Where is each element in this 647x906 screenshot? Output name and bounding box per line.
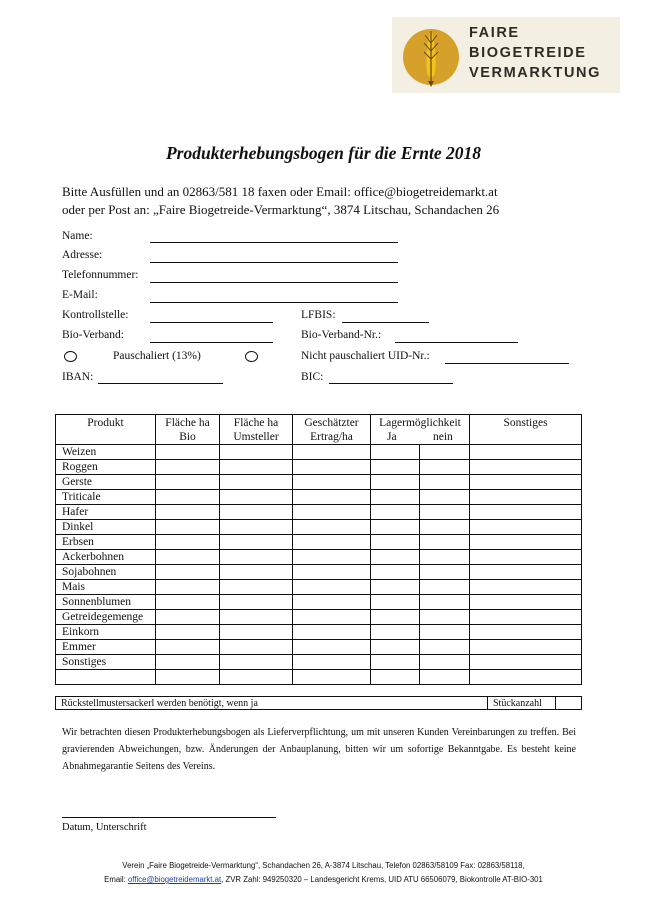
table-row [56,505,582,520]
flaeche-bio-cell[interactable] [156,655,220,670]
lfbis-field[interactable] [342,322,429,323]
sonstiges-cell[interactable] [470,565,582,580]
lager-nein-cell[interactable] [420,580,470,595]
product-name-cell: Sojabohnen [56,565,156,580]
lager-ja-cell[interactable] [371,490,420,505]
table-row [56,640,582,655]
grain-logo-icon [398,21,464,89]
table-row [56,625,582,640]
lager-nein-cell[interactable] [420,535,470,550]
lager-nein-cell[interactable] [420,565,470,580]
flaeche-bio-cell[interactable] [156,445,220,460]
ertrag-cell[interactable] [293,625,371,640]
sonstiges-cell[interactable] [470,595,582,610]
footer-line-2 [0,875,647,884]
header-flaeche-umsteller: Fläche ha Umsteller [220,415,293,445]
sonstiges-cell[interactable] [470,475,582,490]
table-header-row [56,415,582,445]
product-name-cell: Einkorn [56,625,156,640]
email-field[interactable] [150,302,398,303]
sonstiges-cell[interactable] [470,625,582,640]
product-name-cell: Triticale [56,490,156,505]
product-name-cell [56,670,156,685]
bioverband-nr-label: Bio-Verband-Nr.: [301,329,382,341]
flaeche-umsteller-cell[interactable] [220,490,293,505]
name-label: Name: [62,230,93,242]
lager-ja-cell[interactable] [371,640,420,655]
bioverband-nr-field[interactable] [395,342,518,343]
flaeche-umsteller-cell[interactable] [220,460,293,475]
ertrag-cell[interactable] [293,475,371,490]
lager-ja-cell[interactable] [371,565,420,580]
sonstiges-cell[interactable] [470,535,582,550]
flaeche-umsteller-cell[interactable] [220,475,293,490]
lager-ja-cell[interactable] [371,520,420,535]
header-lager: Lagermöglichkeit Ja nein [371,415,470,445]
disclaimer-text: Wir betrachten diesen Produkterhebungsbogen als Lieferverpflichtung, um mit unseren Kunden Vereinbarungen zu treffen. Bei gravierenden Abweichungen, bzw. Änderungen der Anbauplanung, bitten wir um sofortige Bekanntgabe. Es besteht keine Abnahmegarantie Seitens des Vereins. [62,727,576,772]
product-name-cell: Erbsen [56,535,156,550]
sonstiges-cell[interactable] [470,490,582,505]
flaeche-umsteller-cell[interactable] [220,535,293,550]
sonstiges-cell[interactable] [470,550,582,565]
flaeche-umsteller-cell[interactable] [220,550,293,565]
lager-nein-cell[interactable] [420,640,470,655]
lager-ja-cell[interactable] [371,625,420,640]
lager-nein-cell[interactable] [420,670,470,685]
ertrag-cell[interactable] [293,580,371,595]
table-row [56,580,582,595]
sonstiges-cell[interactable] [470,460,582,475]
kontrollstelle-field[interactable] [150,322,273,323]
adresse-field[interactable] [150,262,398,263]
flaeche-umsteller-cell[interactable] [220,625,293,640]
header-sonstiges: Sonstiges [470,415,582,445]
product-name-cell: Weizen [56,445,156,460]
lfbis-label: LFBIS: [301,309,336,321]
email-label: E-Mail: [62,289,98,301]
ertrag-cell[interactable] [293,595,371,610]
bic-label: BIC: [301,371,324,383]
table-row [56,550,582,565]
ertrag-cell[interactable] [293,640,371,655]
header-produkt: Produkt [56,415,156,445]
header-ja: Ja [387,431,397,443]
lager-ja-cell[interactable] [371,655,420,670]
logo-text-line3: VERMARKTUNG [469,65,601,81]
ertrag-cell[interactable] [293,505,371,520]
lager-nein-cell[interactable] [420,655,470,670]
uid-field[interactable] [445,363,569,364]
lager-nein-cell[interactable] [420,625,470,640]
lager-ja-cell[interactable] [371,475,420,490]
table-row [56,475,582,490]
product-name-cell: Mais [56,580,156,595]
logo-text-line1: FAIRE [469,25,520,41]
sample-label: Rückstellmustersackerl werden benötigt, wenn ja [56,697,488,710]
table-row [56,565,582,580]
lager-ja-cell[interactable] [371,595,420,610]
sonstiges-cell[interactable] [470,520,582,535]
footer-email-prefix: Email: [104,875,128,884]
lager-nein-cell[interactable] [420,505,470,520]
table-row [56,460,582,475]
lager-ja-cell[interactable] [371,670,420,685]
product-name-cell: Ackerbohnen [56,550,156,565]
sonstiges-cell[interactable] [470,445,582,460]
lager-nein-cell[interactable] [420,490,470,505]
ertrag-cell[interactable] [293,535,371,550]
lager-nein-cell[interactable] [420,595,470,610]
logo [392,17,620,93]
sonstiges-cell[interactable] [470,505,582,520]
sonstiges-cell[interactable] [470,655,582,670]
lager-nein-cell[interactable] [420,550,470,565]
ertrag-cell[interactable] [293,670,371,685]
flaeche-umsteller-cell[interactable] [220,565,293,580]
flaeche-umsteller-cell[interactable] [220,505,293,520]
lager-nein-cell[interactable] [420,445,470,460]
product-name-cell: Dinkel [56,520,156,535]
pauschaliert-radio[interactable] [64,351,77,362]
flaeche-bio-cell[interactable] [156,520,220,535]
flaeche-umsteller-cell[interactable] [220,580,293,595]
page-title: Produkterhebungsbogen für die Ernte 2018 [165,143,482,163]
iban-field[interactable] [98,383,223,384]
flaeche-bio-cell[interactable] [156,670,220,685]
kontrollstelle-label: Kontrollstelle: [62,309,129,321]
flaeche-umsteller-cell[interactable] [220,655,293,670]
flaeche-bio-cell[interactable] [156,475,220,490]
ertrag-cell[interactable] [293,445,371,460]
table-row [56,595,582,610]
table-row [56,610,582,625]
flaeche-umsteller-cell[interactable] [220,670,293,685]
header-ertrag: Geschätzter Ertrag/ha [293,415,371,445]
lager-nein-cell[interactable] [420,520,470,535]
product-name-cell: Emmer [56,640,156,655]
flaeche-umsteller-cell[interactable] [220,595,293,610]
ertrag-cell[interactable] [293,610,371,625]
footer-line-1: Verein „Faire Biogetreide-Vermarktung“, Schandachen 26, A-3874 Litschau, Telefon 02863/58109 Fax: 02863/58118, [122,861,525,870]
footer-email-link[interactable]: office@biogetreidemarkt.at [127,875,222,884]
flaeche-umsteller-cell[interactable] [220,610,293,625]
lager-ja-cell[interactable] [371,460,420,475]
table-row [56,670,582,685]
table-row [56,445,582,460]
sonstiges-cell[interactable] [470,640,582,655]
pauschaliert-label: Pauschaliert (13%) [113,350,201,362]
lager-nein-cell[interactable] [420,475,470,490]
lager-nein-cell[interactable] [420,460,470,475]
table-row [56,655,582,670]
telefon-label: Telefonnummer: [62,269,139,281]
flaeche-bio-cell[interactable] [156,610,220,625]
flaeche-bio-cell[interactable] [156,535,220,550]
header-flaeche-bio: Fläche ha Bio [156,415,220,445]
adresse-label: Adresse: [62,249,103,261]
footer-line-2-rest: , ZVR Zahl: 949250320 – Landesgericht Krems, UID ATU 66506079, Biokontrolle AT-BIO-301 [221,875,543,884]
lager-ja-cell[interactable] [371,505,420,520]
lager-ja-cell[interactable] [371,580,420,595]
bioverband-field[interactable] [150,342,273,343]
flaeche-bio-cell[interactable] [156,490,220,505]
sonstiges-cell[interactable] [470,670,582,685]
product-name-cell: Sonstiges [56,655,156,670]
lager-ja-cell[interactable] [371,445,420,460]
flaeche-bio-cell[interactable] [156,595,220,610]
product-name-cell: Roggen [56,460,156,475]
product-name-cell: Gerste [56,475,156,490]
product-table [55,414,582,685]
product-name-cell: Hafer [56,505,156,520]
flaeche-bio-cell[interactable] [156,505,220,520]
signature-line[interactable] [62,817,276,818]
lager-nein-cell[interactable] [420,610,470,625]
flaeche-bio-cell[interactable] [156,580,220,595]
ertrag-cell[interactable] [293,565,371,580]
product-name-cell: Sonnenblumen [56,595,156,610]
sample-count-label: Stückanzahl [488,697,556,710]
ertrag-cell[interactable] [293,520,371,535]
lager-ja-cell[interactable] [371,535,420,550]
flaeche-umsteller-cell[interactable] [220,640,293,655]
flaeche-bio-cell[interactable] [156,625,220,640]
table-row [56,535,582,550]
sample-count-field[interactable] [556,697,582,710]
sample-table [55,696,582,710]
lager-ja-cell[interactable] [371,610,420,625]
flaeche-bio-cell[interactable] [156,565,220,580]
iban-label: IBAN: [62,371,94,383]
header-nein: nein [433,431,453,443]
ertrag-cell[interactable] [293,490,371,505]
bioverband-label: Bio-Verband: [62,329,124,341]
flaeche-bio-cell[interactable] [156,460,220,475]
signature-label: Datum, Unterschrift [62,822,147,833]
sonstiges-cell[interactable] [470,610,582,625]
nicht-pauschaliert-label: Nicht pauschaliert UID-Nr.: [301,350,430,362]
telefon-field[interactable] [150,282,398,283]
flaeche-bio-cell[interactable] [156,640,220,655]
ertrag-cell[interactable] [293,550,371,565]
name-field[interactable] [150,242,398,243]
ertrag-cell[interactable] [293,460,371,475]
table-row [56,490,582,505]
table-row [56,520,582,535]
sonstiges-cell[interactable] [470,580,582,595]
flaeche-umsteller-cell[interactable] [220,520,293,535]
flaeche-bio-cell[interactable] [156,550,220,565]
intro-line-1: Bitte Ausfüllen und an 02863/581 18 faxen oder Email: office@biogetreidemarkt.at [62,184,498,199]
bic-field[interactable] [329,383,453,384]
ertrag-cell[interactable] [293,655,371,670]
product-name-cell: Getreidegemenge [56,610,156,625]
flaeche-umsteller-cell[interactable] [220,445,293,460]
nicht-pauschaliert-radio[interactable] [245,351,258,362]
logo-text-line2: BIOGETREIDE [469,45,587,61]
lager-ja-cell[interactable] [371,550,420,565]
intro-line-2: oder per Post an: „Faire Biogetreide-Vermarktung“, 3874 Litschau, Schandachen 26 [62,202,500,217]
